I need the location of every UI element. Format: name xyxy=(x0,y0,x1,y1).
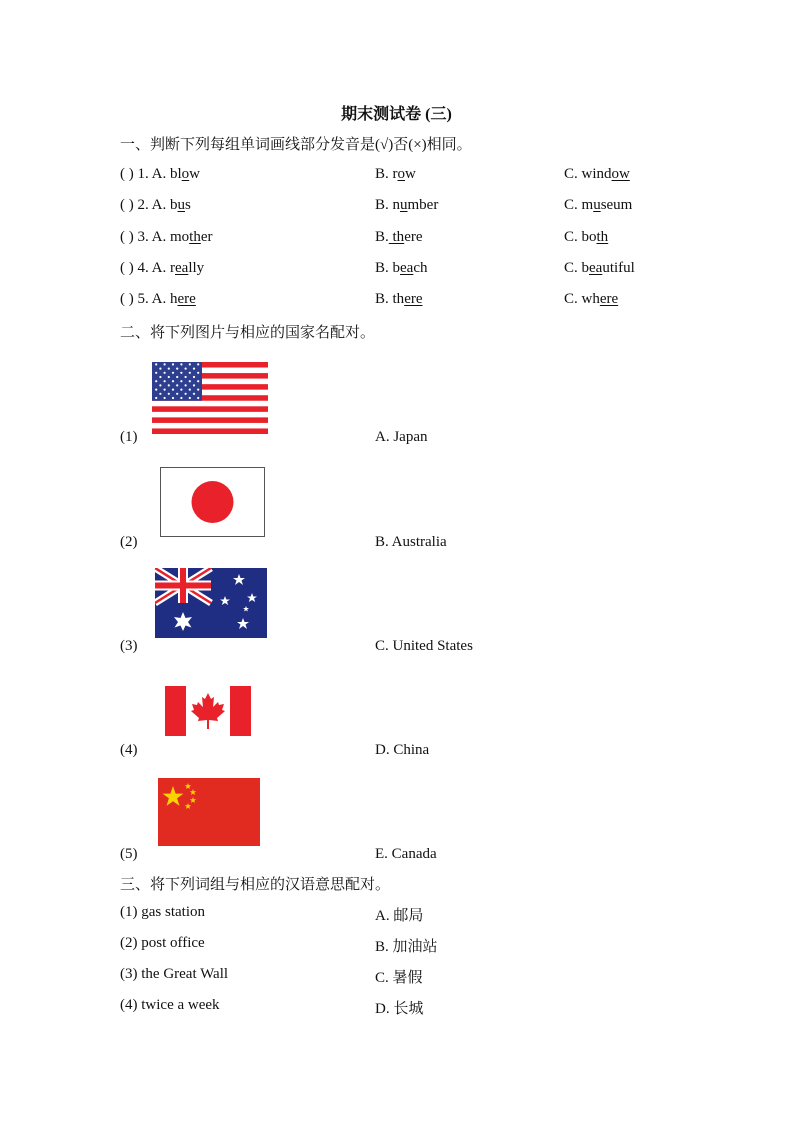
underlined-part: ere xyxy=(404,291,423,307)
question-number: ( ) 3. A. xyxy=(120,229,170,245)
flag-item-2-number: (2) xyxy=(120,534,138,550)
section3-heading: 三、将下列词组与相应的汉语意思配对。 xyxy=(120,877,391,893)
underlined-part: th xyxy=(596,229,609,245)
english-phrase: (1) gas station xyxy=(120,904,205,920)
question-row xyxy=(120,166,680,186)
underlined-part: ow xyxy=(611,166,630,182)
option-c xyxy=(564,166,630,183)
option-b xyxy=(375,291,423,308)
country-option-e: E. Canada xyxy=(375,846,437,862)
option-c xyxy=(564,229,608,246)
chinese-meaning: A. 邮局 xyxy=(375,908,424,924)
underlined-part: o xyxy=(181,166,190,182)
flag-item-5-number: (5) xyxy=(120,846,138,862)
word-part: s xyxy=(185,197,191,213)
word-part: C. b xyxy=(564,260,590,276)
usa-flag xyxy=(152,362,268,434)
word-part: utiful xyxy=(602,260,635,276)
phrase-row xyxy=(120,904,680,924)
word-part: lly xyxy=(188,260,205,276)
underlined-part: u xyxy=(593,197,601,213)
country-option-a: A. Japan xyxy=(375,429,428,445)
question-number: ( ) 1. A. xyxy=(120,166,170,182)
english-phrase: (2) post office xyxy=(120,935,205,951)
option-a xyxy=(120,166,200,183)
option-a xyxy=(120,291,196,308)
word-part: ch xyxy=(413,260,428,276)
question-number: ( ) 2. A. xyxy=(120,197,170,213)
phrase-row xyxy=(120,935,680,955)
country-option-d: D. China xyxy=(375,742,430,758)
underlined-part: ea xyxy=(175,260,189,276)
word-part: C. wind xyxy=(564,166,612,182)
underlined-part: u xyxy=(177,197,185,213)
option-a xyxy=(120,229,213,246)
china-flag xyxy=(158,778,260,846)
word-part: er xyxy=(200,229,213,245)
question-row xyxy=(120,291,680,311)
word-part: C. bo xyxy=(564,229,597,245)
word-part: b xyxy=(170,197,178,213)
word-part: r xyxy=(170,260,175,276)
option-c xyxy=(564,260,635,277)
section2-heading: 二、将下列图片与相应的国家名配对。 xyxy=(120,325,376,341)
question-number: ( ) 5. A. xyxy=(120,291,170,307)
question-number: ( ) 4. A. xyxy=(120,260,170,276)
underlined-part: ere xyxy=(599,291,619,307)
section1-heading: 一、判断下列每组单词画线部分发音是(√)否(×)相同。 xyxy=(120,137,472,153)
underlined-part: th xyxy=(189,229,201,245)
word-part: C. m xyxy=(564,197,594,213)
canada-flag xyxy=(165,686,251,736)
phrase-row xyxy=(120,966,680,986)
word-part: ere xyxy=(404,229,423,245)
english-phrase: (3) the Great Wall xyxy=(120,966,229,982)
underlined-part: ere xyxy=(177,291,196,307)
country-option-b: B. Australia xyxy=(375,534,447,550)
underlined-part: th xyxy=(388,229,405,245)
japan-flag xyxy=(160,467,265,537)
option-a xyxy=(120,197,191,214)
underlined-part: ea xyxy=(400,260,414,276)
question-row xyxy=(120,197,680,217)
word-part: B. xyxy=(375,229,389,245)
question-row xyxy=(120,260,680,280)
australia-flag xyxy=(155,568,267,638)
underlined-part: u xyxy=(400,197,408,213)
word-part: h xyxy=(170,291,178,307)
word-part: C. wh xyxy=(564,291,600,307)
country-option-c: C. United States xyxy=(375,638,473,654)
option-c xyxy=(564,291,618,308)
chinese-meaning: D. 长城 xyxy=(375,1001,424,1017)
question-row xyxy=(120,229,680,249)
word-part: w xyxy=(189,166,201,182)
flag-item-4-number: (4) xyxy=(120,742,138,758)
word-part: B. n xyxy=(375,197,401,213)
word-part: B. th xyxy=(375,291,405,307)
chinese-meaning: C. 暑假 xyxy=(375,970,423,986)
phrase-row xyxy=(120,997,680,1017)
english-phrase: (4) twice a week xyxy=(120,997,220,1013)
word-part: seum xyxy=(600,197,633,213)
word-part: B. r xyxy=(375,166,398,182)
underlined-part: o xyxy=(397,166,405,182)
flag-item-3-number: (3) xyxy=(120,638,138,654)
word-part: w xyxy=(405,166,416,182)
word-part: mber xyxy=(407,197,439,213)
word-part: mo xyxy=(170,229,190,245)
option-b xyxy=(375,166,416,183)
option-b xyxy=(375,197,438,214)
option-c xyxy=(564,197,632,214)
option-b xyxy=(375,229,423,246)
option-a xyxy=(120,260,204,277)
word-part: bl xyxy=(170,166,182,182)
page-title: 期末测试卷 (三) xyxy=(341,106,452,123)
word-part: B. b xyxy=(375,260,401,276)
flag-item-1-number: (1) xyxy=(120,429,138,445)
chinese-meaning: B. 加油站 xyxy=(375,939,438,955)
underlined-part: ea xyxy=(589,260,603,276)
option-b xyxy=(375,260,428,277)
